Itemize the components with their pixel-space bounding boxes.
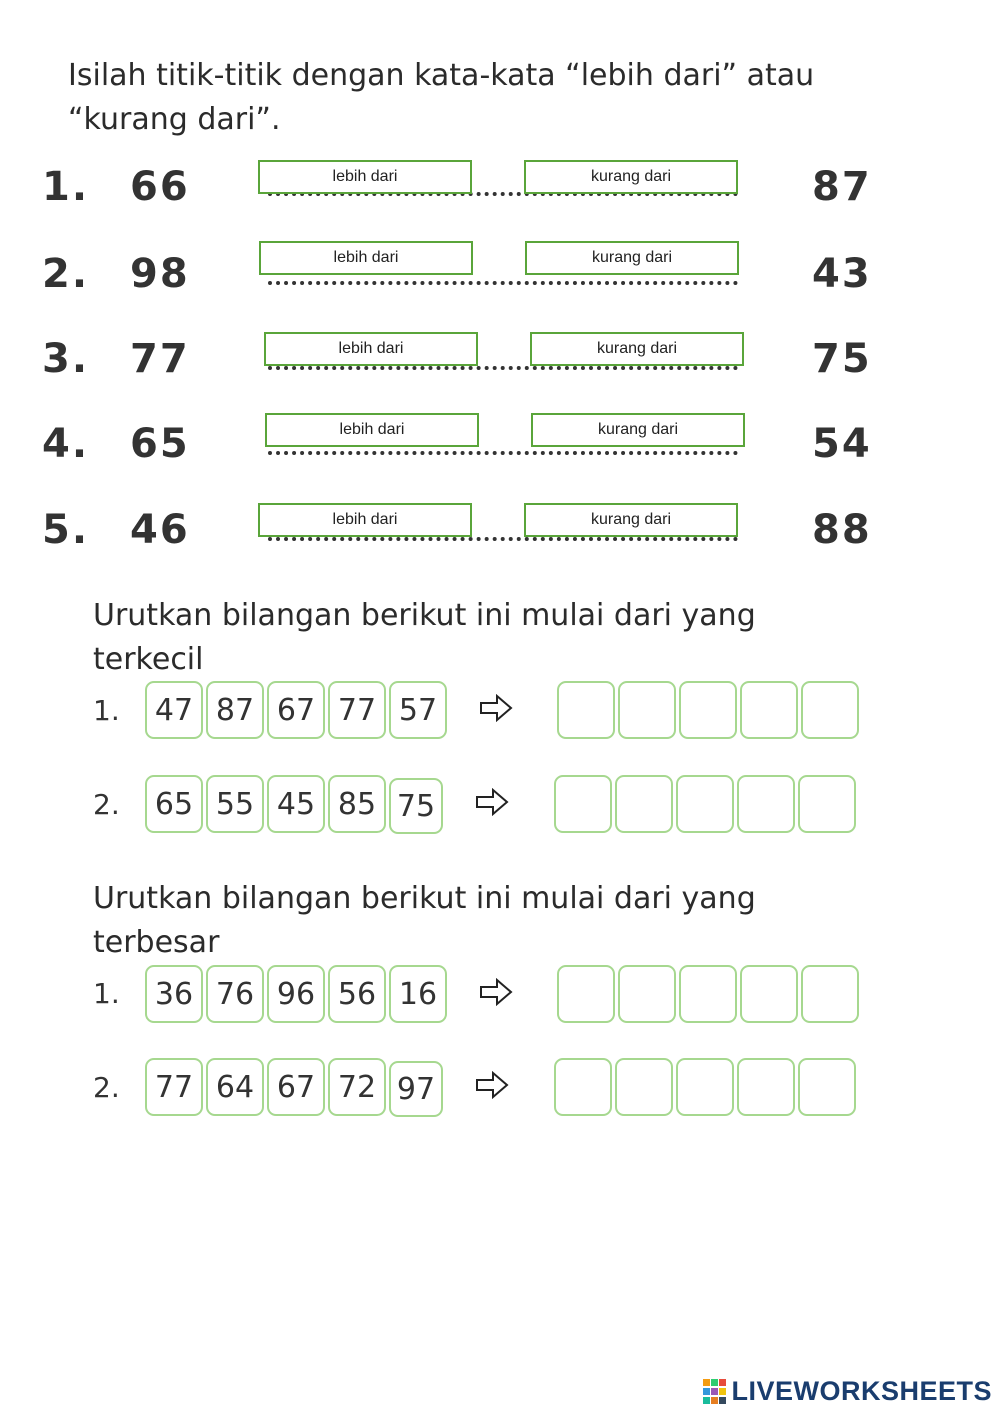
number-box: 77 [328,681,386,739]
number-box: 55 [206,775,264,833]
compare-row-2 [0,239,1000,309]
instruction-1-line2: “kurang dari”. [68,102,281,137]
right-arrow-icon [475,788,509,816]
answer-slot[interactable] [798,775,856,833]
answer-slot[interactable] [676,775,734,833]
dotted-blank [268,451,738,455]
answer-slot[interactable] [679,681,737,739]
compare-row-4 [0,411,1000,481]
number-box: 76 [206,965,264,1023]
answer-slot[interactable] [737,775,795,833]
answer-slot[interactable] [615,775,673,833]
number-box: 67 [267,1058,325,1116]
number-box: 97 [389,1061,443,1117]
answer-box-lebih-dari[interactable]: lebih dari [259,241,473,275]
instruction-2-line2: terkecil [93,642,204,677]
answer-slot[interactable] [554,775,612,833]
answer-box-kurang-dari[interactable]: kurang dari [524,160,738,194]
answer-slot[interactable] [801,681,859,739]
left-number: 77 [130,336,190,382]
right-arrow-icon [479,694,513,722]
instruction-1-line1: Isilah titik-titik dengan kata-kata “lebih dari” atau [68,58,815,93]
row-index: 2. [42,251,90,297]
answer-slot[interactable] [798,1058,856,1116]
dotted-blank [268,366,738,370]
answer-box-lebih-dari[interactable]: lebih dari [264,332,478,366]
answer-slot[interactable] [557,681,615,739]
answer-box-kurang-dari[interactable]: kurang dari [531,413,745,447]
right-number: 43 [812,251,872,297]
left-number: 65 [130,421,190,467]
instruction-3-line2: terbesar [93,925,220,960]
number-box: 67 [267,681,325,739]
answer-slot[interactable] [557,965,615,1023]
answer-slot[interactable] [740,681,798,739]
sort-desc-index-1: 1. [93,977,120,1010]
number-box: 72 [328,1058,386,1116]
sort-asc-index-1: 1. [93,694,120,727]
number-box: 87 [206,681,264,739]
answer-box-lebih-dari[interactable]: lebih dari [258,503,472,537]
instruction-3-line1: Urutkan bilangan berikut ini mulai dari yang [93,881,756,916]
left-number: 66 [130,164,190,210]
answer-slot[interactable] [737,1058,795,1116]
right-arrow-icon [475,1071,509,1099]
sort-asc-index-2: 2. [93,788,120,821]
compare-row-5 [0,501,1000,571]
liveworksheets-logo-icon [703,1379,727,1405]
number-box: 16 [389,965,447,1023]
row-index: 3. [42,336,90,382]
number-box: 77 [145,1058,203,1116]
logo-text: LIVEWORKSHEETS [731,1376,992,1406]
right-number: 75 [812,336,872,382]
number-box: 65 [145,775,203,833]
instruction-1 [68,54,814,142]
answer-slot[interactable] [615,1058,673,1116]
right-number: 54 [812,421,872,467]
answer-box-kurang-dari[interactable]: kurang dari [524,503,738,537]
number-box: 75 [389,778,443,834]
number-box: 56 [328,965,386,1023]
answer-slot[interactable] [801,965,859,1023]
number-box: 57 [389,681,447,739]
answer-box-lebih-dari[interactable]: lebih dari [258,160,472,194]
left-number: 46 [130,507,190,553]
instruction-3 [93,877,756,965]
answer-slot[interactable] [740,965,798,1023]
right-arrow-icon [479,978,513,1006]
number-box: 45 [267,775,325,833]
right-number: 88 [812,507,872,553]
liveworksheets-logo [703,1376,992,1407]
number-box: 47 [145,681,203,739]
number-box: 64 [206,1058,264,1116]
sort-desc-index-2: 2. [93,1071,120,1104]
answer-slot[interactable] [679,965,737,1023]
compare-row-3 [0,330,1000,400]
answer-box-lebih-dari[interactable]: lebih dari [265,413,479,447]
answer-box-kurang-dari[interactable]: kurang dari [525,241,739,275]
number-box: 85 [328,775,386,833]
dotted-blank [268,537,738,541]
answer-box-kurang-dari[interactable]: kurang dari [530,332,744,366]
answer-slot[interactable] [618,681,676,739]
dotted-blank [268,281,738,285]
row-index: 5. [42,507,90,553]
left-number: 98 [130,251,190,297]
row-index: 1. [42,164,90,210]
answer-slot[interactable] [618,965,676,1023]
row-index: 4. [42,421,90,467]
answer-slot[interactable] [554,1058,612,1116]
right-number: 87 [812,164,872,210]
number-box: 36 [145,965,203,1023]
compare-row-1 [0,158,1000,228]
instruction-2-line1: Urutkan bilangan berikut ini mulai dari yang [93,598,756,633]
instruction-2 [93,594,756,682]
number-box: 96 [267,965,325,1023]
answer-slot[interactable] [676,1058,734,1116]
